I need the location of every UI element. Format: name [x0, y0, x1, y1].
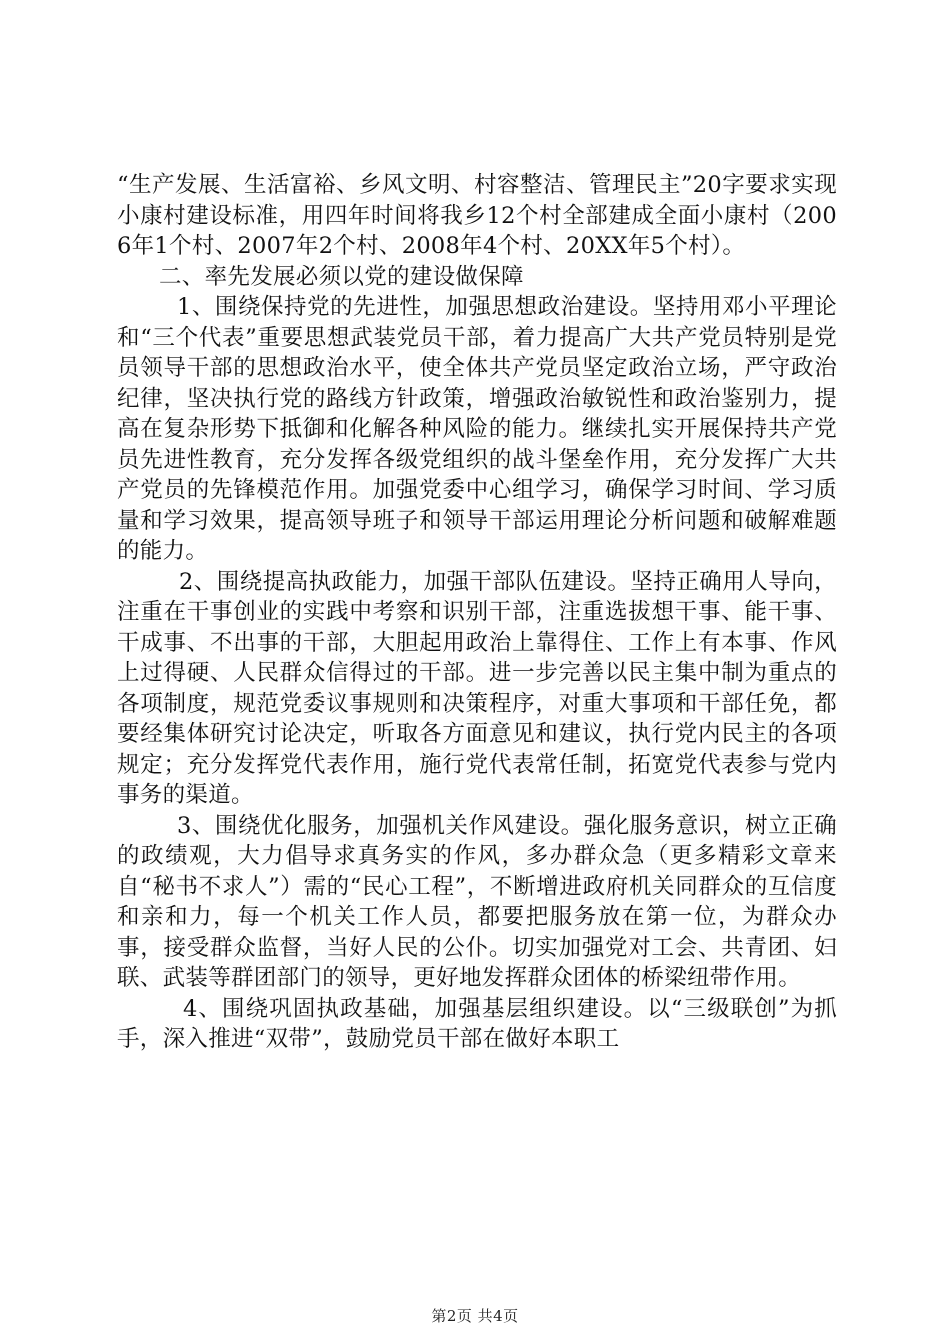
paragraph-item-1: 1、围绕保持党的先进性，加强思想政治建设。坚持用邓小平理论和“三个代表”重要思想武装党员干部，着力提高广大共产党员特别是党员领导干部的思想政治水平，使全体共产党员坚定政治立场，严守政治纪律，坚决执行党的路线方针政策，增强政治敏锐性和政治鉴别力，提高在复杂形势下抵御和化解各种风险的能力。继续扎实开展保持共产党员先进性教育，充分发挥各级党组织的战斗堡垒作用，充分发挥广大共产党员的先锋模范作用。加强党委中心组学习，确保学习时间、学习质量和学习效果，提高领导班子和领导干部运用理论分析问题和破解难题的能力。 [117, 294, 837, 564]
paragraph-item-4: 4、围绕巩固执政基础，加强基层组织建设。以“三级联创”为抓手，深入推进“双带”，鼓励党员干部在做好本职工 [117, 995, 837, 1052]
page-footer: 第2页 共4页 [431, 1307, 519, 1325]
paragraph-item-2: 2、围绕提高执政能力，加强干部队伍建设。坚持正确用人导向，注重在干事创业的实践中考察和识别干部，注重选拔想干事、能干事、干成事、不出事的干部，大胆起用政治上靠得住、工作上有本事、作风上过得硬、人民群众信得过的干部。进一步完善以民主集中制为重点的各项制度，规范党委议事规则和决策程序，对重大事项和干部任免，都要经集体研究讨论决定，听取各方面意见和建议，执行党内民主的各项规定；充分发挥党代表作用，施行党代表常任制，拓宽党代表参与党内事务的渠道。 [117, 568, 837, 808]
paragraph-intro-continuation: “生产发展、生活富裕、乡风文明、村容整洁、管理民主”20字要求实现小康村建设标准，用四年时间将我乡12个村全部建成全面小康村（2006年1个村、2007年2个村、2008年4个村、20XX年5个村）。 [117, 172, 837, 259]
section-heading: 二、率先发展必须以党的建设做保障 [159, 263, 524, 290]
paragraph-item-3: 3、围绕优化服务，加强机关作风建设。强化服务意识，树立正确的政绩观，大力倡导求真务实的作风，多办群众急（更多精彩文章来自“秘书不求人”）需的“民心工程”，不断增进政府机关同群众的互信度和亲和力，每一个机关工作人员，都要把服务放在第一位，为群众办事，接受群众监督，当好人民的公仆。切实加强党对工会、共青团、妇联、武装等群团部门的领导，更好地发挥群众团体的桥梁纽带作用。 [117, 812, 837, 991]
document-body [117, 170, 837, 1055]
